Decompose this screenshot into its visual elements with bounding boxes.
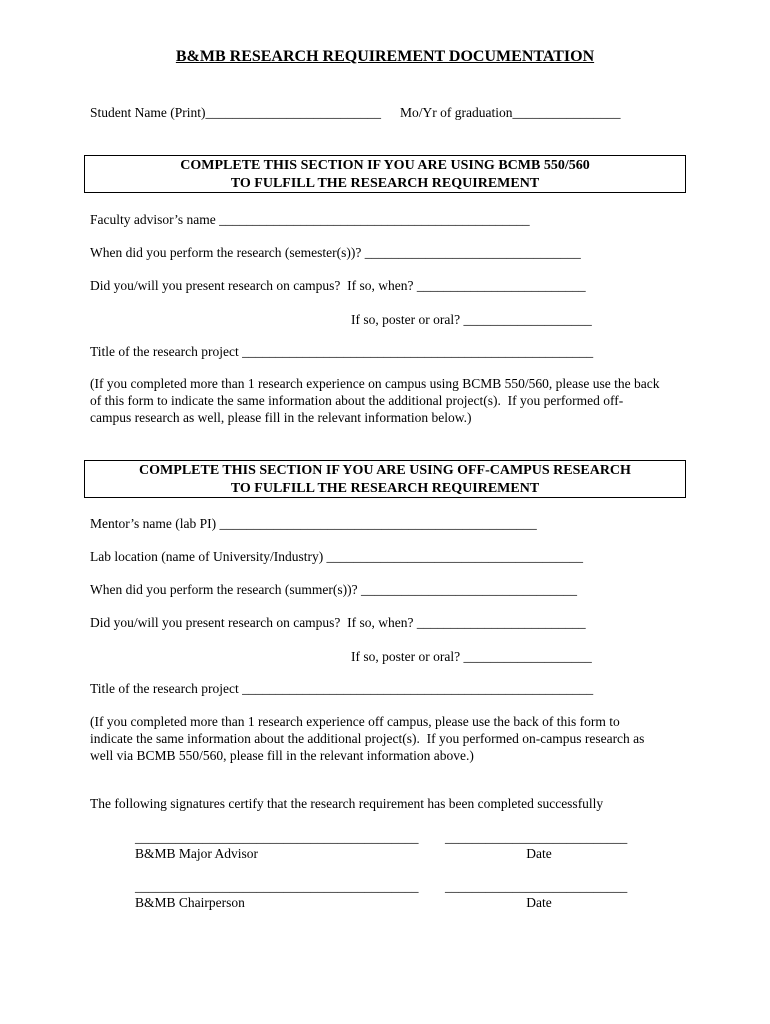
major-advisor-date-label: Date: [526, 846, 552, 861]
chairperson-label: B&MB Chairperson: [135, 895, 245, 910]
section2-note-line: (If you completed more than 1 research experience off campus, please use the back of this form to: [90, 714, 620, 729]
present-on-campus-field[interactable]: Did you/will you present research on campus? If so, when? _________________________: [90, 615, 586, 630]
section2-heading-box: [84, 460, 686, 498]
section2-note-line: indicate the same information about the additional project(s). If you performed on-campus research as: [90, 731, 645, 746]
section2-heading-line1: COMPLETE THIS SECTION IF YOU ARE USING OFF-CAMPUS RESEARCH: [139, 463, 631, 478]
present-on-campus-field[interactable]: Did you/will you present research on campus? If so, when? _________________________: [90, 278, 586, 293]
chairperson-date-line[interactable]: ___________________________: [445, 879, 628, 894]
chairperson-signature-line[interactable]: __________________________________________: [135, 879, 419, 894]
student-name-field[interactable]: Student Name (Print)__________________________: [90, 105, 381, 120]
document-title: B&MB RESEARCH REQUIREMENT DOCUMENTATION: [175, 48, 595, 65]
section1-heading-box: [84, 155, 686, 193]
mentor-name-field[interactable]: Mentor’s name (lab PI) _______________________________________________: [90, 516, 537, 531]
section1-heading-line2: TO FULFILL THE RESEARCH REQUIREMENT: [230, 176, 540, 191]
major-advisor-signature-line[interactable]: __________________________________________: [135, 830, 419, 845]
section1-note: [90, 375, 690, 426]
section2-note-line: well via BCMB 550/560, please fill in the relevant information above.): [90, 748, 474, 763]
faculty-advisor-field[interactable]: Faculty advisor’s name ______________________________________________: [90, 212, 530, 227]
poster-or-oral-field[interactable]: If so, poster or oral? ___________________: [351, 312, 592, 327]
project-title-field[interactable]: Title of the research project ____________________________________________________: [90, 681, 594, 696]
lab-location-field[interactable]: Lab location (name of University/Industry) ______________________________________: [90, 549, 584, 564]
section1-heading-line1: COMPLETE THIS SECTION IF YOU ARE USING BCMB 550/560: [180, 158, 590, 173]
section2-note: [90, 713, 690, 764]
semester-performed-field[interactable]: When did you perform the research (semester(s))? ________________________________: [90, 245, 581, 260]
section2-heading-line2: TO FULFILL THE RESEARCH REQUIREMENT: [230, 481, 540, 496]
section1-note-line: campus research as well, please fill in the relevant information below.): [90, 410, 472, 425]
section1-note-line: of this form to indicate the same information about the additional project(s). If you performed off-: [90, 393, 624, 408]
graduation-date-field[interactable]: Mo/Yr of graduation________________: [400, 105, 621, 120]
chairperson-date-label: Date: [526, 895, 552, 910]
signatures-intro: The following signatures certify that the research requirement has been completed successfully: [90, 796, 604, 811]
major-advisor-date-line[interactable]: ___________________________: [445, 830, 628, 845]
project-title-field[interactable]: Title of the research project ____________________________________________________: [90, 344, 594, 359]
section1-note-line: (If you completed more than 1 research experience on campus using BCMB 550/560, please use the back: [90, 376, 660, 391]
major-advisor-label: B&MB Major Advisor: [135, 846, 259, 861]
summer-performed-field[interactable]: When did you perform the research (summer(s))? ________________________________: [90, 582, 578, 597]
poster-or-oral-field[interactable]: If so, poster or oral? ___________________: [351, 649, 592, 664]
